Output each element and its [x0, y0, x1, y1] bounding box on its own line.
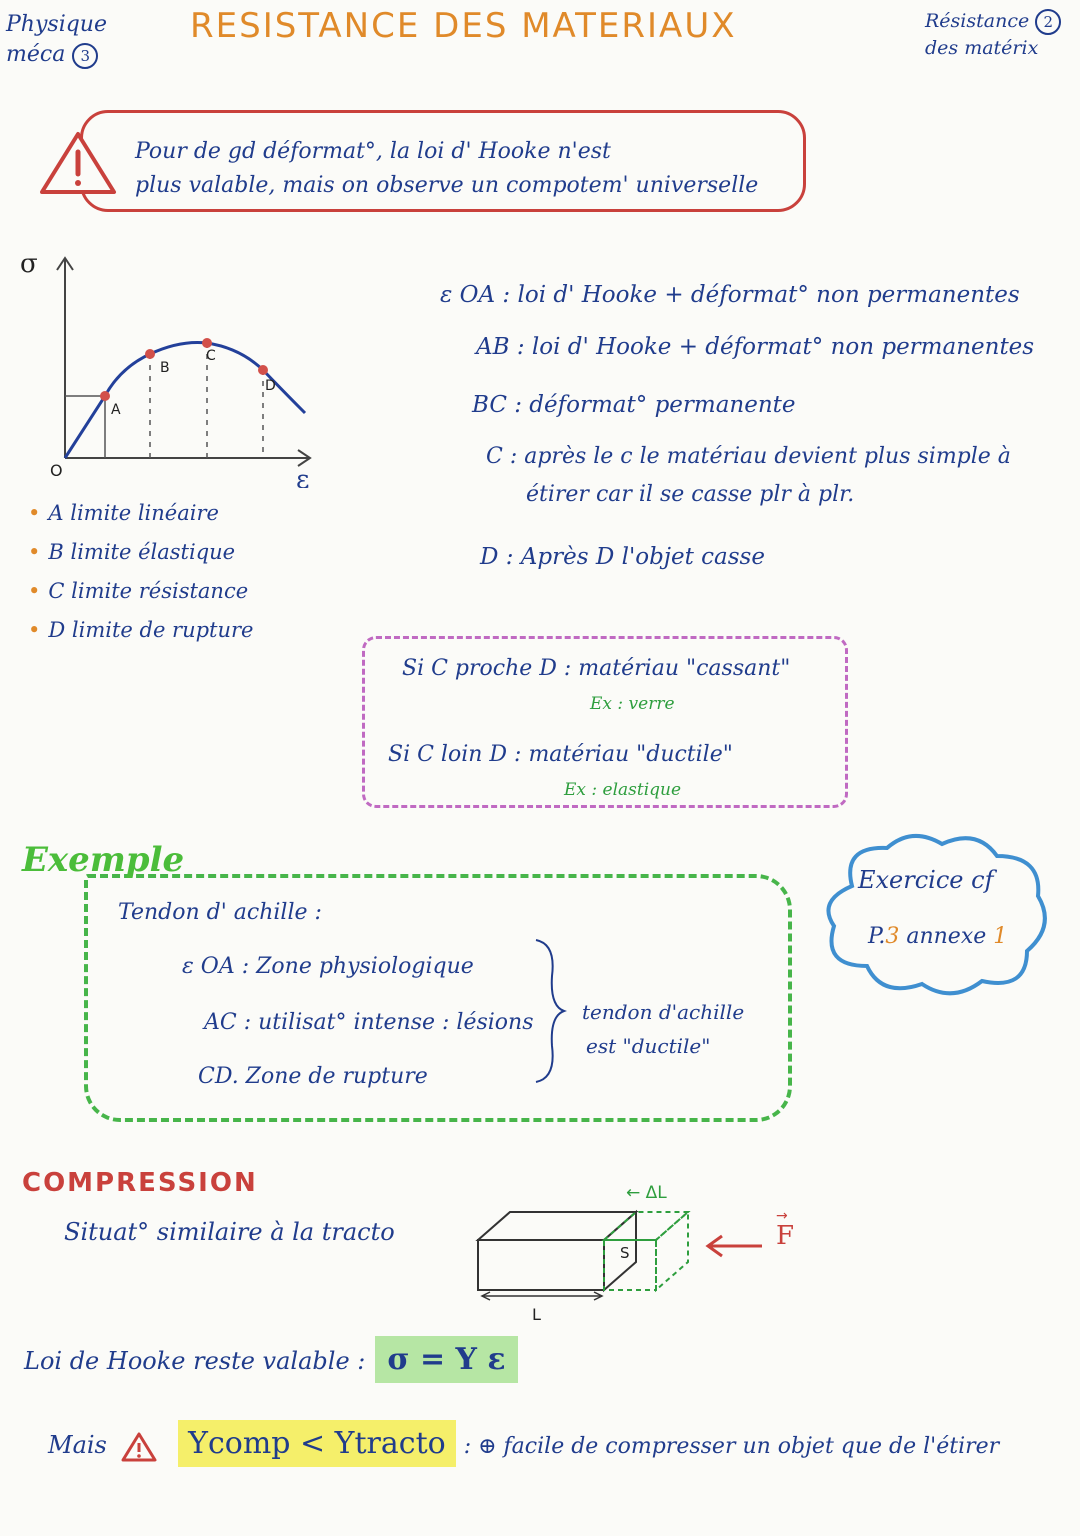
mais-line: Mais Ycomp < Ytracto : ⊕ facile de compresser un objet que de l'étirer	[48, 1420, 999, 1467]
brittle-example: Ex : verre	[590, 694, 675, 714]
origin-label: O	[50, 461, 63, 480]
header-right	[925, 8, 1061, 61]
compression-conclusion: : ⊕ facile de compresser un objet que de l'étirer	[463, 1434, 1000, 1459]
example-subject: Tendon d' achille :	[118, 900, 322, 925]
legend-item: • A limite linéaire	[28, 501, 219, 525]
note-bc: BC : déformat° permanente	[472, 392, 796, 418]
compression-heading: COMPRESSION	[22, 1168, 258, 1198]
exercise-cloud	[812, 826, 1056, 1002]
modulus-inequality: Ycomp < Ytracto	[178, 1420, 456, 1467]
page-title: RESISTANCE DES MATERIAUX	[190, 6, 737, 46]
length-label: L	[532, 1305, 541, 1322]
subject-label: Physique	[6, 12, 107, 37]
topic-label-2: des matérix	[925, 37, 1039, 59]
example-heading: Exemple	[22, 840, 185, 880]
x-axis-label: ε	[296, 465, 310, 488]
y-axis-label: σ	[20, 249, 38, 279]
point-b-label: B	[160, 360, 170, 376]
legend-item: • C limite résistance	[28, 579, 249, 603]
note-oa: ε OA : loi d' Hooke + déformat° non permanentes	[440, 282, 1020, 308]
legend-item: • B limite élastique	[28, 540, 236, 564]
point-d	[258, 365, 268, 375]
note-c-2: étirer car il se casse plr à plr.	[526, 482, 855, 507]
section-number: 3	[72, 43, 98, 69]
exercise-annexe: 1	[993, 924, 1008, 949]
warning-icon	[38, 128, 118, 198]
note-c-1: C : après le c le matériau devient plus simple à	[486, 444, 1011, 469]
exercise-page: 3	[885, 924, 900, 949]
example-line-cd: CD. Zone de rupture	[198, 1064, 428, 1089]
hooke-formula: σ = Y ε	[375, 1336, 517, 1383]
exercise-line-2: P.3 annexe 1	[868, 924, 1008, 949]
legend-item: • D limite de rupture	[28, 618, 254, 642]
topic-label: Résistance	[925, 10, 1030, 32]
section-label: méca	[6, 42, 66, 67]
page-number: 2	[1035, 9, 1061, 35]
limits-legend	[28, 494, 254, 650]
force-label: F	[776, 1221, 795, 1251]
warning-text: Pour de gd déformat°, la loi d' Hooke n'est plus valable, mais on observe un compotem' universelle	[135, 139, 759, 198]
warning-small-icon	[121, 1431, 157, 1463]
section-label: S	[620, 1244, 630, 1262]
hooke-line: Loi de Hooke reste valable : σ = Y ε	[24, 1336, 518, 1383]
point-a-label: A	[111, 402, 121, 418]
exercise-line-1: Exercice cf	[858, 866, 994, 894]
point-b	[145, 349, 155, 359]
header-left	[6, 10, 107, 70]
example-line-ac: AC : utilisat° intense : lésions	[204, 1010, 534, 1035]
point-c	[202, 338, 212, 348]
point-c-label: C	[206, 348, 216, 364]
example-conclusion-2: est "ductile"	[586, 1034, 711, 1058]
ductile-example: Ex : elastique	[564, 780, 682, 800]
ductile-line: Si C loin D : matériau "ductile"	[388, 742, 733, 767]
stress-strain-curve	[65, 342, 305, 458]
note-ab: AB : loi d' Hooke + déformat° non permanentes	[476, 334, 1035, 360]
curly-brace	[530, 936, 570, 1086]
point-a	[100, 391, 110, 401]
brittle-line: Si C proche D : matériau "cassant"	[402, 656, 791, 681]
example-conclusion-1: tendon d'achille	[582, 1000, 745, 1024]
point-d-label: D	[265, 378, 276, 394]
compression-diagram	[470, 1176, 850, 1322]
delta-label: ← ΔL	[626, 1183, 667, 1203]
svg-text:→: →	[776, 1208, 788, 1224]
compression-text: Situat° similaire à la tracto	[64, 1218, 395, 1246]
note-d: D : Après D l'objet casse	[480, 544, 765, 570]
example-line-oa: ε OA : Zone physiologique	[182, 954, 474, 979]
stress-strain-graph	[10, 248, 320, 488]
